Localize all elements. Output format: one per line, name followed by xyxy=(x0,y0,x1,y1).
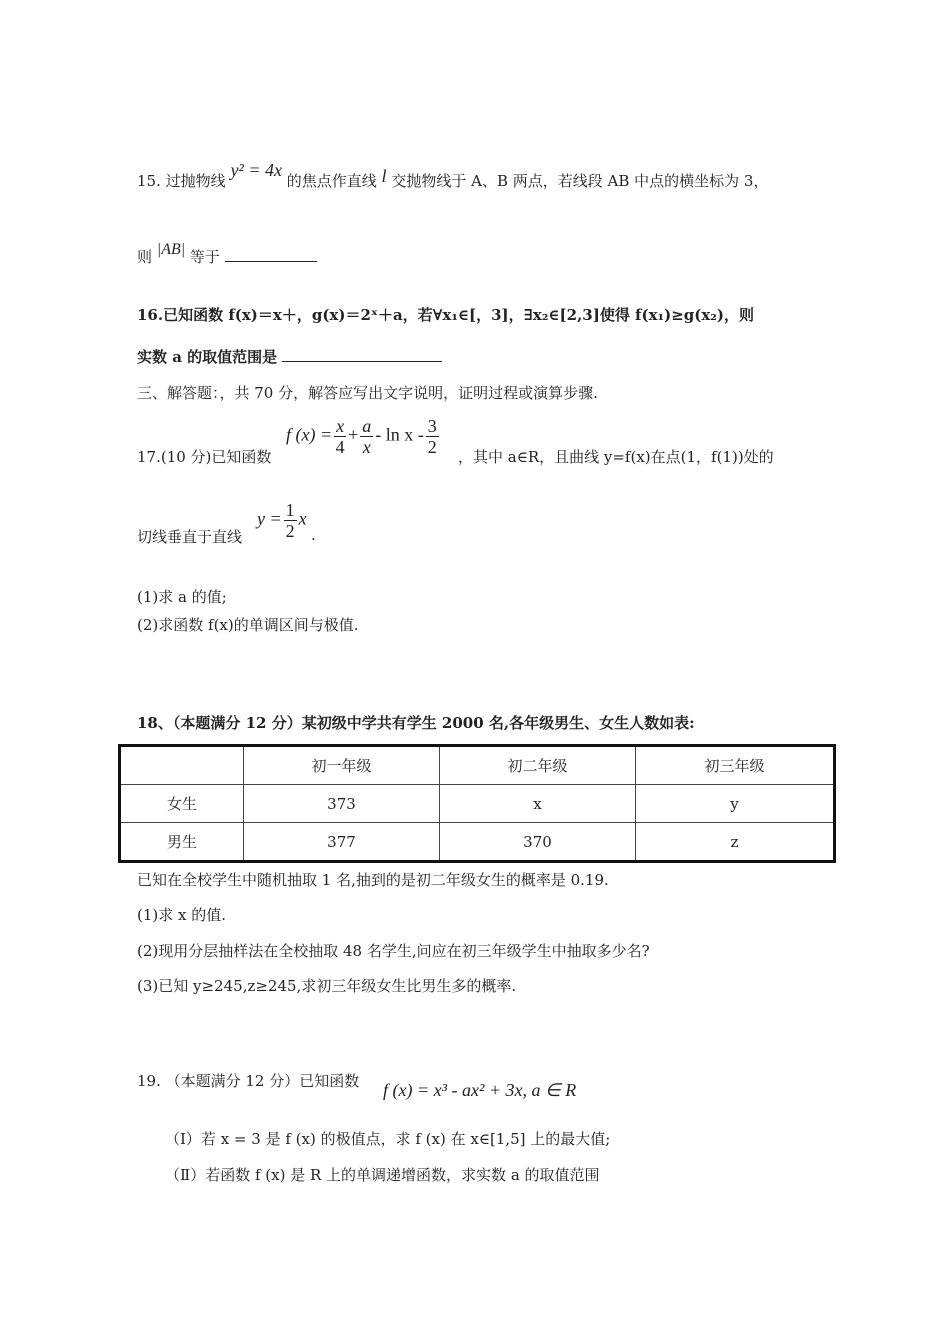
q17-frac4-num: 1 xyxy=(285,500,295,520)
q18-sub1: (1)求 x 的值. xyxy=(137,906,227,924)
table-header-cell: 初一年级 xyxy=(244,746,440,785)
table-cell: 377 xyxy=(244,823,440,862)
table-cell: 370 xyxy=(440,823,636,862)
table-cell: 373 xyxy=(244,785,440,823)
q18-sub3: (3)已知 y≥245,z≥245,求初三年级女生比男生多的概率. xyxy=(137,977,517,995)
table-header-cell xyxy=(120,746,244,785)
q17-frac3-den: 2 xyxy=(427,437,437,457)
section3-heading: 三、解答题：，共 70 分，解答应写出文字说明，证明过程或演算步骤. xyxy=(137,384,598,402)
q16-answer-blank xyxy=(282,347,442,362)
q15-line-var: l xyxy=(381,166,387,186)
q15-number: 15. xyxy=(137,172,161,190)
table-header-cell: 初二年级 xyxy=(440,746,636,785)
q17-ln-term: - ln x - xyxy=(375,424,424,445)
q15-line2 xyxy=(137,241,317,267)
q17-frac2-den: x xyxy=(362,437,371,457)
q18-title: 18、（本题满分 12 分）某初级中学共有学生 2000 名,各年级男生、女生人数如表: xyxy=(137,714,695,732)
q17-y-rhs: x xyxy=(298,508,307,529)
q16-line1: 16.已知函数 f(x)＝x＋，g(x)＝2ˣ＋a，若∀x₁∈[，3]，∃x₂∈[2,3]使得 f(x₁)≥g(x₂)，则 xyxy=(137,306,754,324)
table-cell: 男生 xyxy=(120,823,244,862)
table-header-row xyxy=(120,746,835,785)
q19-sub2: （Ⅱ）若函数 f (x) 是 R 上的单调递增函数，求实数 a 的取值范围 xyxy=(165,1166,600,1184)
table-cell: z xyxy=(636,823,835,862)
q15-line2-post: 等于 xyxy=(189,248,220,266)
q18-sub2: (2)现用分层抽样法在全校抽取 48 名学生,问应在初三年级学生中抽取多少名? xyxy=(137,942,650,960)
q15-line1 xyxy=(137,160,769,191)
q17-sub1: (1)求 a 的值; xyxy=(137,588,227,606)
q16-line2-text: 实数 a 的取值范围是 xyxy=(137,348,278,366)
q18-line1: 已知在全校学生中随机抽取 1 名,抽到的是初二年级女生的概率是 0.19. xyxy=(137,871,609,889)
q15-text-post: 交抛物线于 A、B 两点，若线段 AB 中点的横坐标为 3， xyxy=(391,172,769,190)
q19-sub1: （Ⅰ）若 x = 3 是 f (x) 的极值点，求 f (x) 在 x∈[1,5] 上的最大值; xyxy=(165,1130,611,1148)
table-header-cell: 初三年级 xyxy=(636,746,835,785)
q19-pre: 19. （本题满分 12 分）已知函数 xyxy=(137,1072,360,1090)
q16-line2 xyxy=(137,346,442,367)
q17-frac1-den: 4 xyxy=(335,437,345,457)
q17-frac1-num: x xyxy=(336,416,345,436)
q17-line2-pre: 切线垂直于直线 xyxy=(137,528,243,546)
q19-function-equation: f (x) = x³ - ax² + 3x, a ∈ R xyxy=(383,1080,577,1100)
q18-student-table xyxy=(118,744,836,863)
table-cell: x xyxy=(440,785,636,823)
q15-ab-abs: |AB| xyxy=(156,241,186,258)
q17-frac-x-over-4 xyxy=(334,416,346,457)
q15-parabola-equation: y² = 4x xyxy=(230,160,282,180)
table-row xyxy=(120,823,835,862)
q15-text-pre: 过抛物线 xyxy=(165,172,226,190)
q17-plus: + xyxy=(348,424,359,445)
q17-line-equation xyxy=(257,500,307,541)
q17-frac-3-over-2 xyxy=(426,416,439,457)
q17-post: ，其中 a∈R，且曲线 y=f(x)在点(1，f(1))处的 xyxy=(458,448,774,466)
q15-answer-blank xyxy=(225,247,317,262)
q17-function-formula xyxy=(286,416,441,457)
q17-f-lhs: f (x) = xyxy=(286,424,333,445)
q17-line2-post: . xyxy=(311,526,316,544)
table-cell: 女生 xyxy=(120,785,244,823)
q17-frac3-num: 3 xyxy=(427,416,437,436)
q17-sub2: (2)求函数 f(x)的单调区间与极值. xyxy=(137,616,359,634)
q15-line2-pre: 则 xyxy=(137,248,153,266)
table-row xyxy=(120,785,835,823)
q17-pre: 17.(10 分)已知函数 xyxy=(137,448,272,466)
q15-text-mid: 的焦点作直线 xyxy=(286,172,377,190)
q17-y-lhs: y = xyxy=(257,508,282,529)
q17-frac4-den: 2 xyxy=(285,521,295,541)
q17-frac-a-over-x xyxy=(360,416,373,457)
q17-frac-1-over-2 xyxy=(284,500,297,541)
table-cell: y xyxy=(636,785,835,823)
q17-frac2-num: a xyxy=(362,416,372,436)
